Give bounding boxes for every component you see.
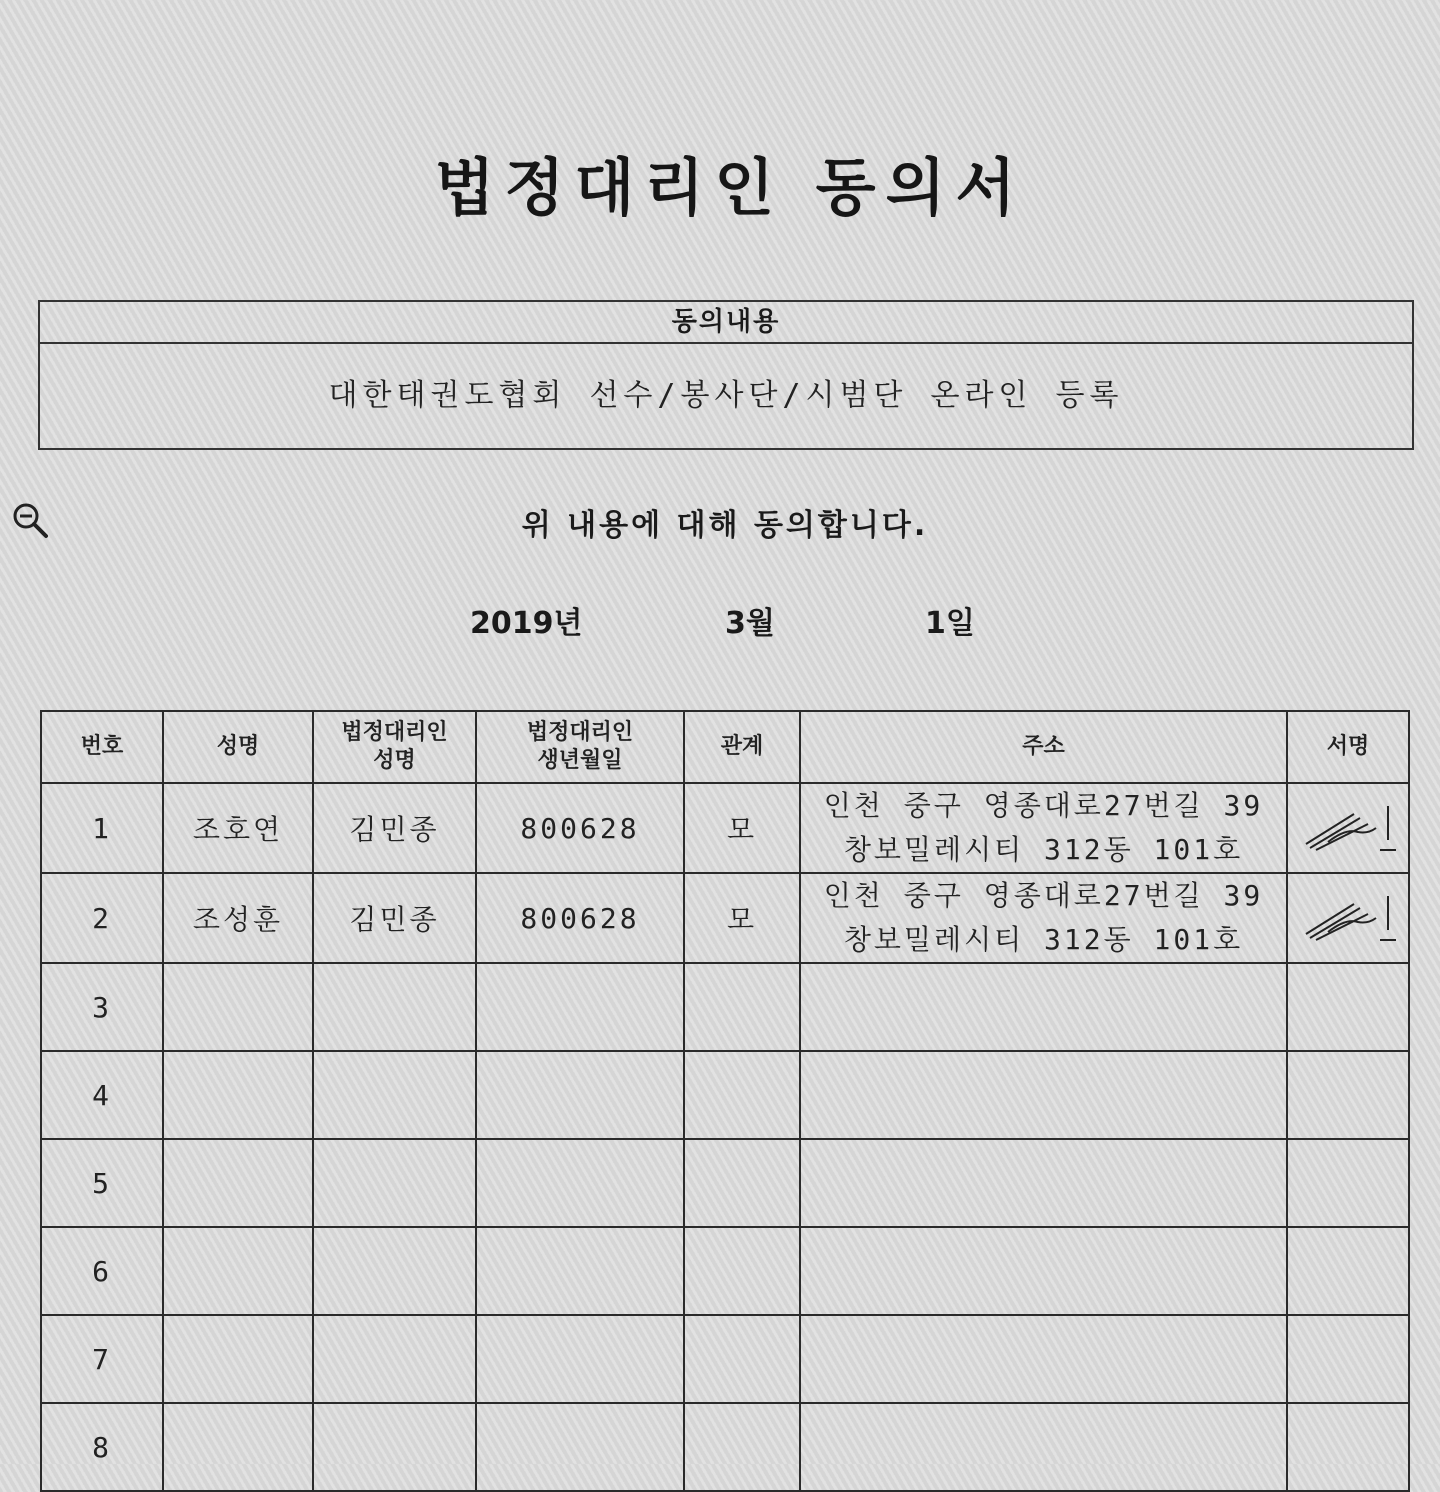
cell-address [800, 1051, 1287, 1139]
cell-relation [684, 1227, 800, 1315]
header-guardian-name-line2: 성명 [373, 748, 416, 773]
cell-birth [476, 963, 684, 1051]
cell-guardian: 김민종 [313, 783, 476, 873]
cell-birth [476, 1403, 684, 1491]
cell-no: 8 [41, 1403, 163, 1491]
cell-address [800, 783, 1287, 873]
cell-no: 5 [41, 1139, 163, 1227]
header-guardian-birth-line1: 법정대리인 [526, 720, 634, 745]
cell-name: 조성훈 [163, 873, 313, 963]
cell-name: 조호연 [163, 783, 313, 873]
header-no: 번호 [41, 711, 163, 783]
cell-signature [1287, 1051, 1409, 1139]
cell-no: 1 [41, 783, 163, 873]
cell-name [163, 1227, 313, 1315]
cell-no: 7 [41, 1315, 163, 1403]
cell-address [800, 1315, 1287, 1403]
cell-guardian [313, 1315, 476, 1403]
header-guardian-birth [476, 711, 684, 783]
cell-guardian [313, 1403, 476, 1491]
cell-relation [684, 963, 800, 1051]
cell-birth [476, 1227, 684, 1315]
table-row [41, 873, 1409, 963]
cell-signature [1287, 1139, 1409, 1227]
header-guardian-name [313, 711, 476, 783]
header-name: 성명 [163, 711, 313, 783]
address-line1: 인천 중구 영종대로27번길 39 [823, 789, 1264, 822]
cell-signature [1287, 873, 1409, 963]
consent-body: 대한태권도협회 선수/봉사단/시범단 온라인 등록 [328, 378, 1124, 413]
cell-address [800, 963, 1287, 1051]
cell-name [163, 1315, 313, 1403]
table-row [41, 1403, 1409, 1491]
cell-signature [1287, 963, 1409, 1051]
table-row [41, 783, 1409, 873]
cell-signature [1287, 1315, 1409, 1403]
table-row [41, 1315, 1409, 1403]
cell-address [800, 1139, 1287, 1227]
cell-no: 4 [41, 1051, 163, 1139]
address-line2: 창보밀레시티 312동 101호 [843, 833, 1244, 866]
date-month: 3월 [725, 606, 775, 641]
cell-no: 3 [41, 963, 163, 1051]
signature-mark [1298, 888, 1398, 948]
header-signature: 서명 [1287, 711, 1409, 783]
cell-birth: 800628 [476, 783, 684, 873]
agree-statement: 위 내용에 대해 동의합니다. [521, 508, 929, 543]
cell-birth [476, 1051, 684, 1139]
cell-name [163, 1403, 313, 1491]
consent-header: 동의내용 [40, 302, 1412, 344]
cell-guardian [313, 1227, 476, 1315]
cell-birth: 800628 [476, 873, 684, 963]
cell-relation [684, 1315, 800, 1403]
table-row [41, 1051, 1409, 1139]
cell-name [163, 1139, 313, 1227]
cell-relation: 모 [684, 873, 800, 963]
cell-signature [1287, 1227, 1409, 1315]
cell-relation [684, 1051, 800, 1139]
date-day: 1일 [925, 606, 975, 641]
table-row [41, 963, 1409, 1051]
header-address: 주소 [800, 711, 1287, 783]
cell-birth [476, 1315, 684, 1403]
header-guardian-name-line1: 법정대리인 [341, 720, 448, 745]
guardian-table [40, 710, 1410, 1492]
consent-box [38, 300, 1414, 450]
address-line2: 창보밀레시티 312동 101호 [843, 923, 1244, 956]
cell-guardian: 김민종 [313, 873, 476, 963]
header-guardian-birth-line2: 생년월일 [537, 748, 623, 773]
date-year: 2019년 [470, 606, 583, 641]
table-row [41, 1139, 1409, 1227]
cell-name [163, 963, 313, 1051]
cell-address [800, 1227, 1287, 1315]
address-line1: 인천 중구 영종대로27번길 39 [823, 879, 1264, 912]
cell-guardian [313, 963, 476, 1051]
cell-signature [1287, 783, 1409, 873]
cell-guardian [313, 1051, 476, 1139]
cell-name [163, 1051, 313, 1139]
cell-signature [1287, 1403, 1409, 1491]
page-title: 법정대리인 동의서 [434, 151, 1026, 224]
cell-relation: 모 [684, 783, 800, 873]
cell-birth [476, 1139, 684, 1227]
cell-no: 2 [41, 873, 163, 963]
header-relation: 관계 [684, 711, 800, 783]
signature-mark [1298, 798, 1398, 858]
cell-address [800, 873, 1287, 963]
cell-relation [684, 1403, 800, 1491]
cell-no: 6 [41, 1227, 163, 1315]
table-row [41, 1227, 1409, 1315]
cell-guardian [313, 1139, 476, 1227]
cell-address [800, 1403, 1287, 1491]
table-header-row [41, 711, 1409, 783]
cell-relation [684, 1139, 800, 1227]
